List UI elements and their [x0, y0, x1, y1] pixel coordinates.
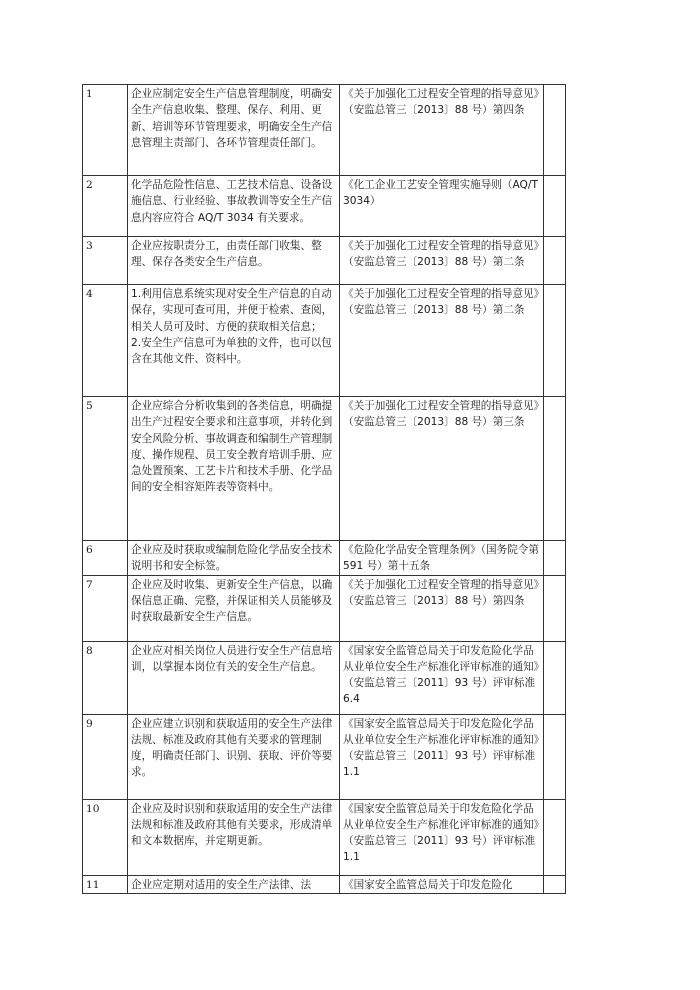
row-number: 4 — [83, 285, 128, 397]
basis-cell: 《国家安全监管总局关于印发危险化 — [340, 875, 544, 893]
row-number: 3 — [83, 237, 128, 285]
row-number: 11 — [83, 875, 128, 893]
blank-cell — [544, 237, 566, 285]
blank-cell — [544, 176, 566, 237]
table-row — [83, 237, 566, 285]
basis-cell: 《关于加强化工过程安全管理的指导意见》（安监总管三〔2013〕88 号）第四条 — [340, 85, 544, 176]
requirement-line: 1.利用信息系统实现对安全生产信息的自动保存，实现可查可用，并便于检索、查阅，相关人员可及时、方便的获取相关信息； — [131, 288, 333, 333]
table-row — [83, 397, 566, 541]
requirement-cell: 企业应建立识别和获取适用的安全生产法律法规、标准及政府其他有关要求的管理制度，明确责任部门、识别、获取、评价等要求。 — [128, 714, 340, 799]
table-row — [83, 575, 566, 641]
requirement-cell: 企业应制定安全生产信息管理制度，明确安全生产信息收集、整理、保存、利用、更新、培训等环节管理要求，明确安全生产信息管理主责部门、各环节管理责任部门。 — [128, 85, 340, 176]
requirement-cell: 企业应及时获取或编制危险化学品安全技术说明书和安全标签。 — [128, 541, 340, 576]
table-row — [83, 285, 566, 397]
requirement-cell: 企业应综合分析收集到的各类信息，明确提出生产过程安全要求和注意事项，并转化到安全风险分析、事故调查和编制生产管理制度、操作规程、员工安全教育培训手册、应急处置预案、工艺卡片和技术手册、化学品间的安全相容矩阵表等资料中。 — [128, 397, 340, 541]
table-row — [83, 85, 566, 176]
basis-cell: 《关于加强化工过程安全管理的指导意见》（安监总管三〔2013〕88 号）第二条 — [340, 237, 544, 285]
table-row — [83, 176, 566, 237]
requirement-cell — [128, 285, 340, 397]
basis-cell: 《危险化学品安全管理条例》（国务院令第 591 号）第十五条 — [340, 541, 544, 576]
row-number: 10 — [83, 799, 128, 875]
basis-cell: 《国家安全监管总局关于印发危险化学品从业单位安全生产标准化评审标准的通知》（安监总管三〔2011〕93 号）评审标准 1.1 — [340, 799, 544, 875]
basis-cell: 《化工企业工艺安全管理实施导则（AQ/T 3034） — [340, 176, 544, 237]
table-row — [83, 799, 566, 875]
blank-cell — [544, 875, 566, 893]
table-row — [83, 541, 566, 576]
table-row — [83, 875, 566, 893]
basis-cell: 《关于加强化工过程安全管理的指导意见》（安监总管三〔2013〕88 号）第四条 — [340, 575, 544, 641]
row-number: 2 — [83, 176, 128, 237]
table-row — [83, 714, 566, 799]
row-number: 1 — [83, 85, 128, 176]
row-number: 8 — [83, 641, 128, 714]
requirement-line: 2.安全生产信息可为单独的文件，也可以包含在其他文件、资料中。 — [131, 336, 332, 366]
requirement-cell: 化学品危险性信息、工艺技术信息、设备设施信息、行业经验、事故教训等安全生产信息内容应符合 AQ/T 3034 有关要求。 — [128, 176, 340, 237]
basis-cell: 《关于加强化工过程安全管理的指导意见》（安监总管三〔2013〕88 号）第二条 — [340, 285, 544, 397]
basis-cell: 《国家安全监管总局关于印发危险化学品从业单位安全生产标准化评审标准的通知》（安监总管三〔2011〕93 号）评审标准 1.1 — [340, 714, 544, 799]
row-number: 7 — [83, 575, 128, 641]
basis-cell: 《国家安全监管总局关于印发危险化学品从业单位安全生产标准化评审标准的通知》（安监总管三〔2011〕93 号）评审标准 6.4 — [340, 641, 544, 714]
requirement-cell: 企业应及时识别和获取适用的安全生产法律法规和标准及政府其他有关要求，形成清单和文本数据库，并定期更新。 — [128, 799, 340, 875]
blank-cell — [544, 85, 566, 176]
blank-cell — [544, 541, 566, 576]
requirement-cell: 企业应定期对适用的安全生产法律、法 — [128, 875, 340, 893]
row-number: 9 — [83, 714, 128, 799]
requirement-cell: 企业应按职责分工，由责任部门收集、整理、保存各类安全生产信息。 — [128, 237, 340, 285]
blank-cell — [544, 575, 566, 641]
blank-cell — [544, 799, 566, 875]
blank-cell — [544, 285, 566, 397]
requirement-cell: 企业应对相关岗位人员进行安全生产信息培训，以掌握本岗位有关的安全生产信息。 — [128, 641, 340, 714]
row-number: 5 — [83, 397, 128, 541]
basis-cell: 《关于加强化工过程安全管理的指导意见》（安监总管三〔2013〕88 号）第三条 — [340, 397, 544, 541]
requirement-cell: 企业应及时收集、更新安全生产信息，以确保信息正确、完整，并保证相关人员能够及时获取最新安全生产信息。 — [128, 575, 340, 641]
table-row — [83, 641, 566, 714]
blank-cell — [544, 397, 566, 541]
requirements-table — [82, 84, 566, 894]
row-number: 6 — [83, 541, 128, 576]
blank-cell — [544, 641, 566, 714]
blank-cell — [544, 714, 566, 799]
